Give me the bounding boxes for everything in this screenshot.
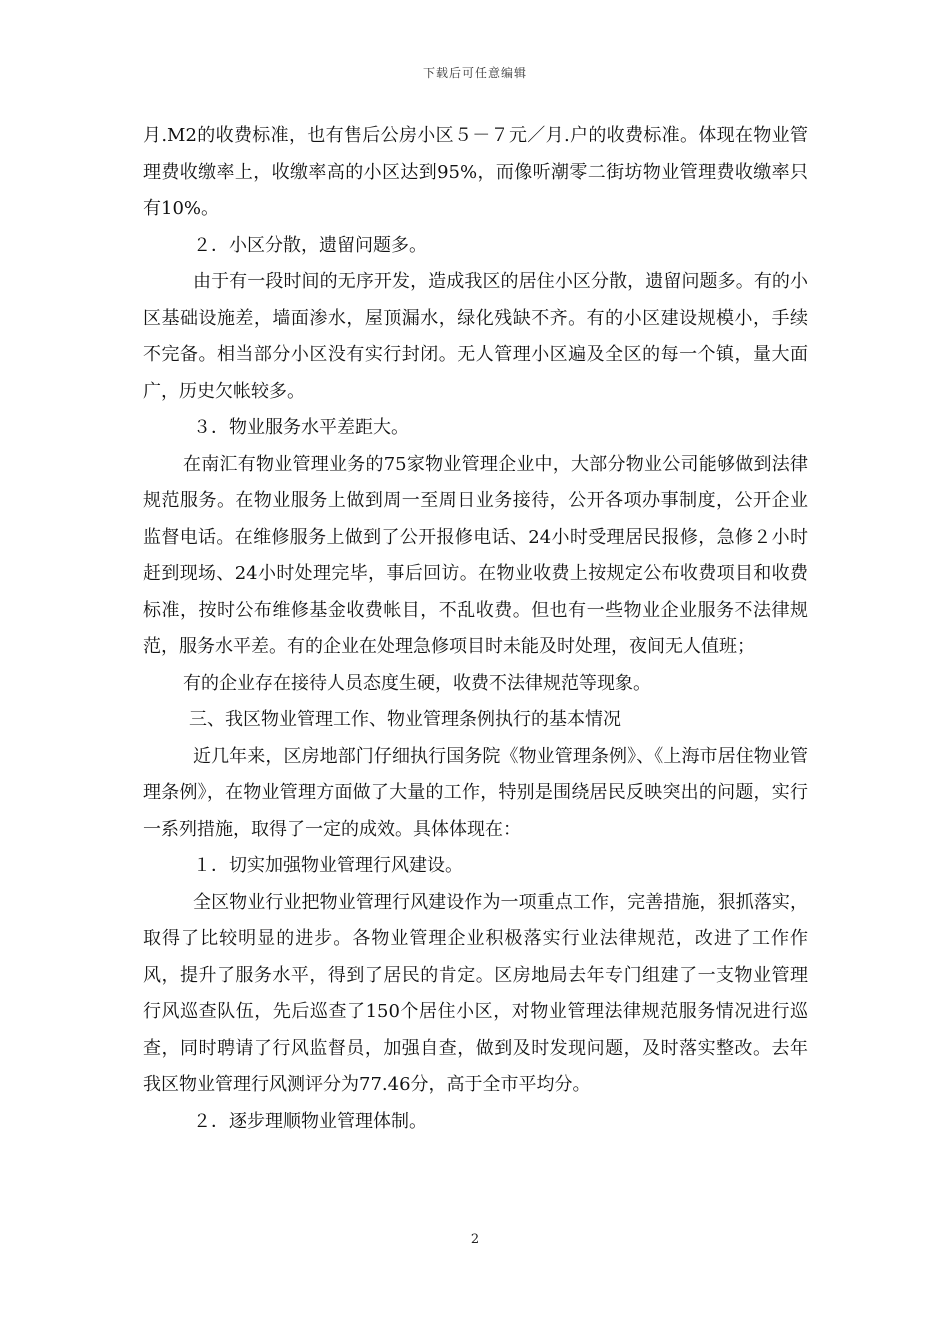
- page-header: 下载后可任意编辑: [422, 66, 527, 80]
- page-number: 2: [470, 1232, 480, 1247]
- paragraph-service-gap: 在南汇有物业管理业务的75家物业管理企业中，大部分物业公司能够做到法律规范服务。在物业服务上做到周一至周日业务接待，公开各项办事制度，公开企业监督电话。在维修服务上做到了公开报修电话、24小时受理居民报修，急修２小时赶到现场、24小时处理完毕，事后回访。在物业收费上按规定公布收费项目和收费标准，按时公布维修基金收费帐目，不乱收费。但也有一些物业企业服务不法律规范，服务水平差。有的企业在处理急修项目时未能及时处理，夜间无人值班；: [143, 453, 808, 657]
- heading-management-system: ２．逐步理顺物业管理体制。: [193, 1110, 427, 1132]
- section-heading-basic-situation: 三、我区物业管理工作、物业管理条例执行的基本情况: [189, 709, 621, 730]
- document-body: [143, 118, 808, 1140]
- heading-service-gap: ３．物业服务水平差距大。: [193, 417, 409, 438]
- paragraph-service-issues: 有的企业存在接待人员态度生硬，收费不法律规范等现象。: [183, 672, 651, 694]
- paragraph-scattered-communities: 由于有一段时间的无序开发，造成我区的居住小区分散，遗留问题多。有的小区基础设施差，墙面渗水，屋顶漏水，绿化残缺不齐。有的小区建设规模小，手续不完备。相当部分小区没有实行封闭。无人管理小区遍及全区的每一个镇，量大面广，历史欠帐较多。: [143, 271, 808, 402]
- heading-scattered-communities: ２．小区分散，遗留问题多。: [193, 234, 427, 256]
- paragraph-recent-years: 近几年来，区房地部门仔细执行国务院《物业管理条例》、《上海市居住物业管理条例》，在物业管理方面做了大量的工作，特别是围绕居民反映突出的问题，实行一系列措施，取得了一定的成效。具体体现在：: [143, 745, 808, 840]
- paragraph-conduct-building: 全区物业行业把物业管理行风建设作为一项重点工作，完善措施，狠抓落实，取得了比较明显的进步。各物业管理企业积极落实行业法律规范，改进了工作作风，提升了服务水平，得到了居民的肯定。区房地局去年专门组建了一支物业管理行风巡查队伍，先后巡查了150个居住小区，对物业管理法律规范服务情况进行巡查，同时聘请了行风监督员，加强自查，做到及时发现问题，及时落实整改。去年我区物业管理行风测评分为77.46分，高于全市平均分。: [143, 891, 808, 1095]
- heading-conduct-building: １．切实加强物业管理行风建设。: [193, 855, 463, 876]
- paragraph-fee-standards: 月.M2的收费标准，也有售后公房小区５－７元／月.户的收费标准。体现在物业管理费收缴率上，收缴率高的小区达到95%，而像听潮零二街坊物业管理费收缴率只有10%。: [143, 125, 808, 219]
